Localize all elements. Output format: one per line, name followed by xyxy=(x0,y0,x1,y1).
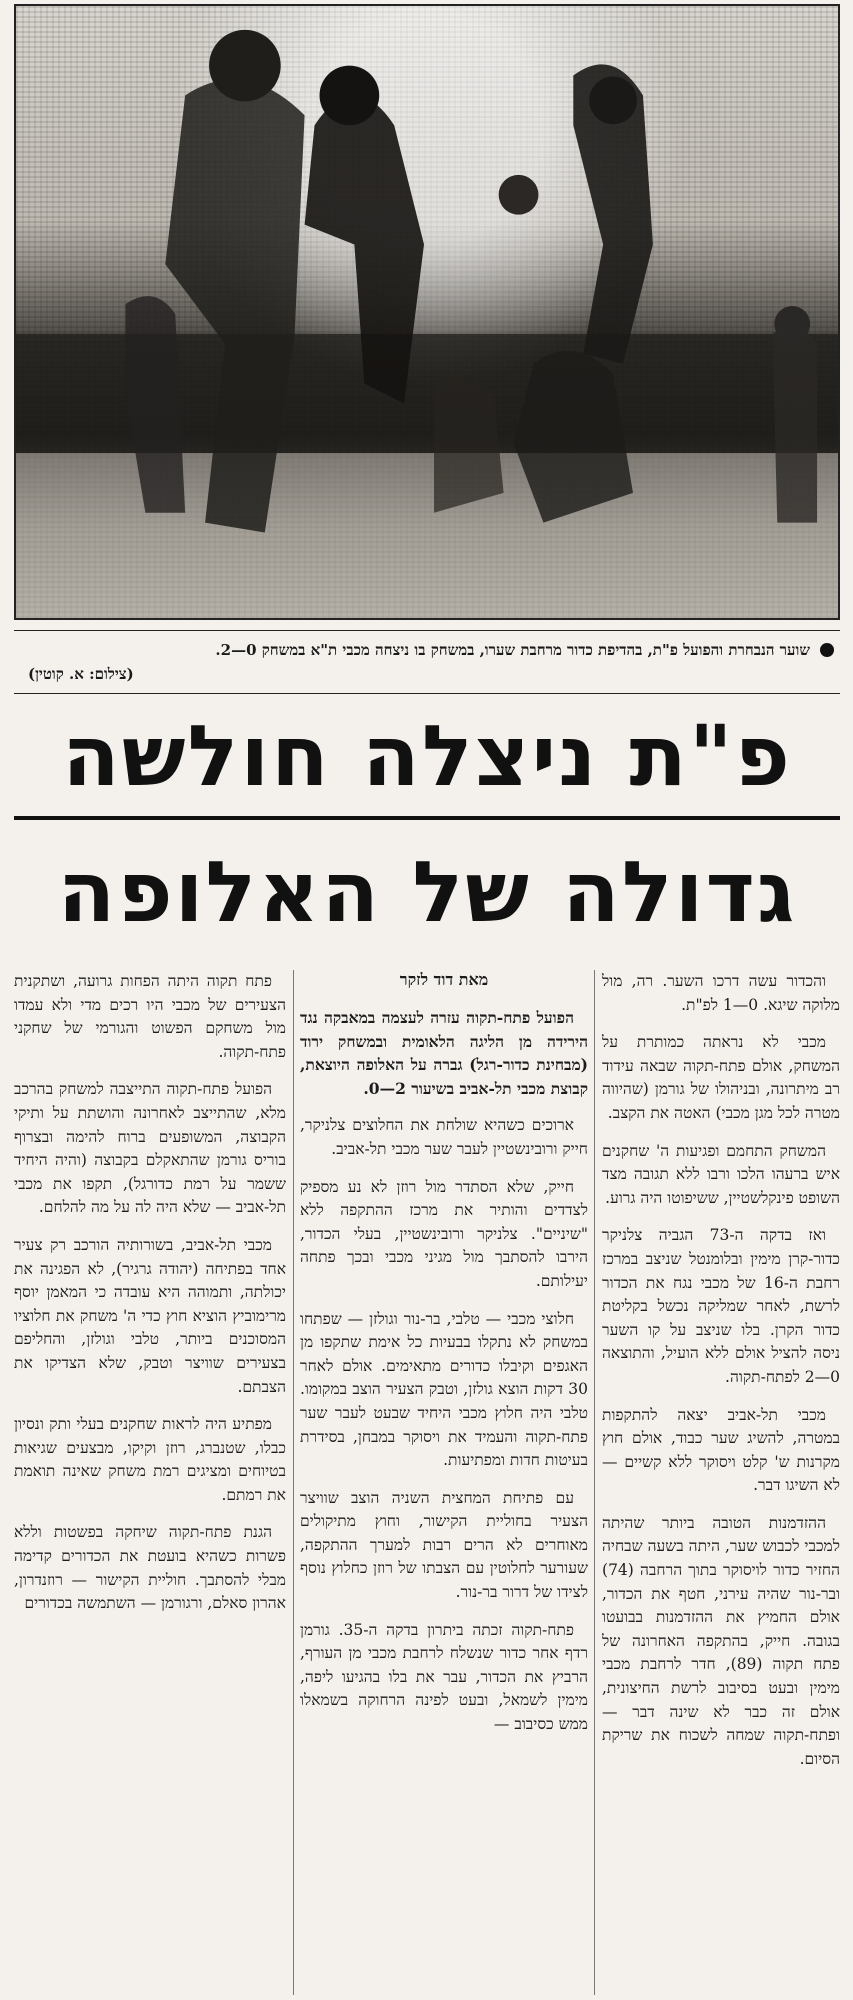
article-column-middle xyxy=(300,1006,588,1751)
caption-text: שוער הנבחרת והפועל פ"ת, בהדיפת כדור מרחבת שערו, במשחק בו ניצחה מכבי ת"א במשחק 0—2. xyxy=(215,641,810,659)
paragraph: הגנת פתח-תקוה שיחקה בפשטות וללא פשרות כשהיא בועטת את הכדורים קדימה מבלי להסתבך. חוליית הקישור — רוזנדרון, אהרון סאלם, ורגורמן — השתמשה בכדורים xyxy=(14,1523,286,1613)
paragraph: מכבי לא נראתה כמותרת על המשחק, אולם פתח-תקוה שבאה עידוד רב מיתרונה, ובניהולו של גורמן (שהיווה מטרה לכל מגן מכבי) האטה את הקצב. xyxy=(602,1033,840,1122)
caption-bullet-icon xyxy=(820,643,834,657)
football-scene-illustration xyxy=(16,6,838,618)
paragraph: והכדור עשה דרכו השער. רה, מול מלוקה שיגא. 0—1 לפ"ת. xyxy=(602,972,840,1014)
paragraph: חלוצי מכבי — טלבי, בר-נור וגולזן — שפתחו במשחק לא נתקלו בבעיות כל אימת שתקפו מן האגפים וקיבלו כדורים מתאימים. אולם לאחר 30 דקות הוצא גולזן, וטבק הצעיר הוצב במקומו. טלבי היה חלוץ מכבי היחיד שבעט לעבר שער פתח-תקוה והעמיד את ויסוקר במבחן, בסידרת בעיטות חדות ומפתיעות. xyxy=(300,1309,588,1470)
article-column-left xyxy=(14,970,286,1630)
paragraph: מכבי תל-אביב יצאה להתקפות במטרה, להשיג שער כבוד, אולם חוץ מקרנות ש' קלט ויסוקר ללא קשיים — לא השיגו דבר. xyxy=(602,1405,840,1495)
column-separator xyxy=(594,970,595,1995)
paragraph: המשחק התחמם ופגיעות ה' שחקנים איש ברעהו הלכו ורבו ללא תגובה מצד השופט פינקלשטיין, ששיפוטו היה גרוע. xyxy=(602,1141,840,1207)
headline-line-1: פ"ת ניצלה חולשה xyxy=(62,707,792,805)
photo-caption xyxy=(14,630,840,694)
paragraph: מפתיע היה לראות שחקנים בעלי ותק ונסיון כבלו, שטנברג, רוזן וקיקו, מבצעים שגיאות בטיוחים ומציגים רמת משחק שאינה תואמת את רמתם. xyxy=(14,1415,286,1504)
column-separator xyxy=(293,970,294,1995)
paragraph: מכבי תל-אביב, בשורותיה הורכב רק צעיר אחד בפתיחה (יהודה גרגיר), לא הפגינה את יכולתה, ותמוהה היא עובדה כי המאמן יוסף מרימוביץ הוציא חוץ כדי ה' משחק את חלוציו המסוכנים ביותר, טלבי וגולזן, והחליפם בצעירים שוויצר וטבק, שלא הצדיקו את הצבתם. xyxy=(14,1235,286,1396)
lead-paragraph: הפועל פתח-תקוה עזרה לעצמה במאבקה נגד הירידה מן הליגה הלאומית ובמשחק ירוד (מבחינת כדור-רגל) גברה על האלופה היוצאת, קבוצת מכבי תל-אביב בשיעור 2—0. xyxy=(300,1008,588,1098)
paragraph: ואז בדקה ה-73 הגביה צלניקר כדור-קרן מימין ובלומנטל שניצב במרכז רחבת ה-16 של מכבי נגח את הכדור לרשת, לאחר שמליקה נכשל בקליטת כדור הקרן. בלו שניצב על קו השער ניסה להציל אולם ללא הועיל, והתוצאה 0—2 לפתח-תקוה. xyxy=(602,1226,840,1386)
paragraph: חייק, שלא הסתדר מול רוזן לא נע מספיק לצדדים והותיר את מרכז ההתקפה ללא "שיניים". צלניקר ורובינשטיין, בעלי הכדור, הירבו להסתבך מול מגיני מכבי ובכך פתחה יעילותם. xyxy=(300,1177,588,1290)
paragraph: עם פתיחת המחצית השניה הוצב שוויצר הצעיר בחוליית הקישור, וחוץ מתיקולים מאוחרים לא הרים רבות למערך ההתקפה, שעורער לחלוטין עם הצבתו של רוזן כחלוץ נוסף לצידו של דרור בר-נור. xyxy=(300,1488,588,1602)
photo-credit: (צילום: א. קוטין) xyxy=(28,665,134,683)
headline-divider xyxy=(14,816,840,820)
paragraph: הפועל פתח-תקוה התייצבה למשחק בהרכב מלא, שהתייצב לאחרונה והושתת על ותיקי הקבוצה, המשופעים ברוח להימה ובצרוף בוריס גורמן שהתאקלם בקבוצה (והיה היחיד ששמר על רמת כדורגל), תקפו את מכבי תל-אביב — שלא היה לה על מה להלחם. xyxy=(14,1080,286,1217)
headline-line-2: גדולה של האלופה xyxy=(57,843,797,941)
paragraph: פתח-תקוה זכתה ביתרון בדקה ה-35. גורמן רדף אחר כדור שנשלח לרחבת מכבי מן העורף, הרביץ את הכדור, עבר את בלו בהגיעו ליפה, מימין לשמאל, ובעט לפינה הרחוקה בשמאלו ממש כסיבוב — xyxy=(300,1620,588,1734)
paragraph: פתח תקוה היתה הפחות גרועה, ושתקנית הצעירים של מכבי היו רכים מדי ולא עמדו מול משחקם הפשוט והגורמי של שחקני פתח-תקוה. xyxy=(14,972,286,1061)
byline: מאת דוד לזקר xyxy=(399,970,489,989)
paragraph: ארוכים כשהיא שולחת את החלוצים צלניקר, חייק ורובינשטיין לעבר שער מכבי תל-אביב. xyxy=(300,1116,588,1158)
paragraph: ההזדמנות הטובה ביותר שהיתה למכבי לכבוש שער, היתה בשעה שבחיה החזיר כדור לויסוקר בתוך הרחבה (74) ובר-נור שהיה עירני, חטף את הכדור, אולם החמיץ את ההזדמנות בבועטו בגובה. חייק, בהתקפה האחרונה של פתח תקוה (89), חדר לרחבת מכבי מימין ובעט בסיבוב לרשת החיצונית, אולם זה כבר לא שינה דבר — ופתח-תקוה שמחה לשכוח את שריקת הסיום. xyxy=(602,1513,840,1768)
article-column-right xyxy=(602,970,840,1785)
news-photo xyxy=(14,4,840,620)
